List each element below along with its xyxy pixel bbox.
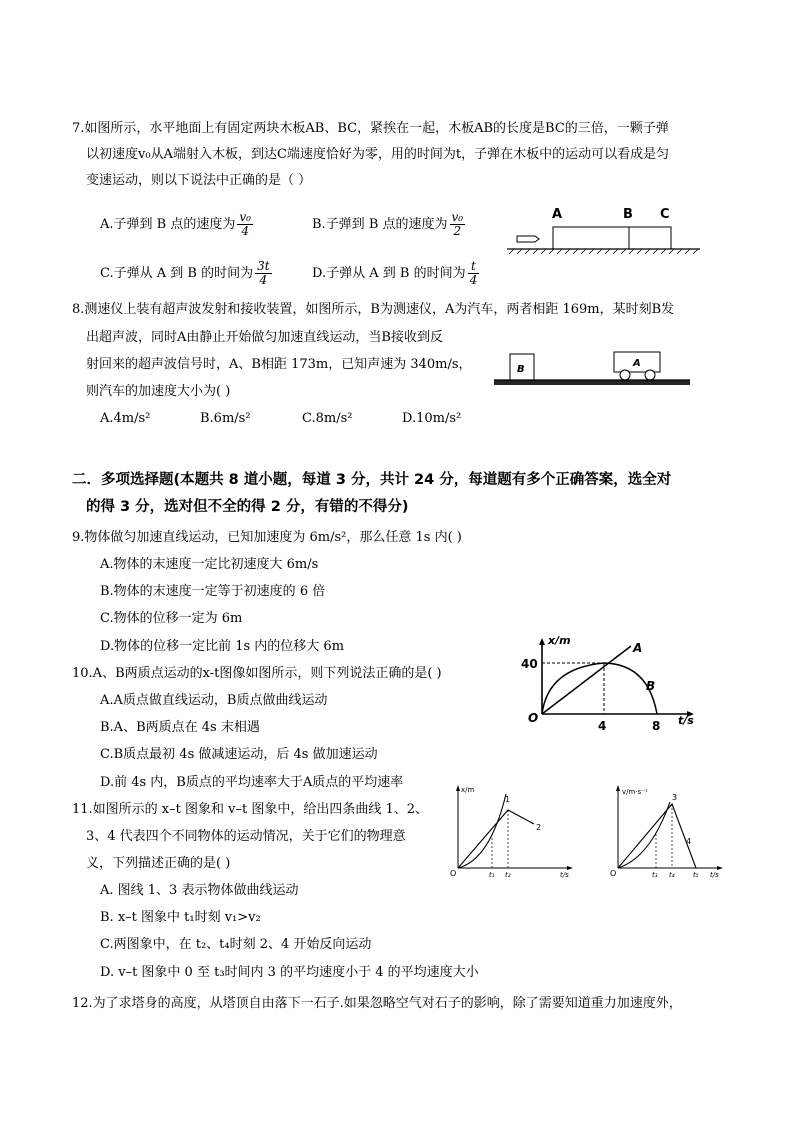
q7-boards-figure [505,200,705,260]
q8-stem-line3: 射回来的超声波信号时，A、B相距 173m，已知声速为 340m/s， [86,357,472,372]
car-wheel-right [645,370,655,380]
q7-stem-line1: 7.如图所示，水平地面上有固定两块木板AB、BC，紧挨在一起，木板AB的长度是BC的三倍，一颗子弹 [72,121,669,136]
q10-xt-graph [518,632,700,733]
q8-option-d: D.10m/s² [402,411,462,426]
q10-origin: O [528,711,539,725]
q10-x4: 4 [598,719,607,733]
q8-option-c: C.8m/s² [302,411,353,426]
q10-option-b: B.A、B两质点在 4s 末相遇 [100,720,260,735]
q7-option-a: A.子弹到 B 点的速度为 $\frac{\text{v₀}}{4}$ [100,210,251,238]
q11-option-d: D. v–t 图象中 0 至 t₃时间内 3 的平均速度小于 4 的平均速度大小 [100,965,479,980]
q11-fig2-t4: t₄ [669,871,675,879]
ground-hatching [509,249,698,254]
q11-fig2-origin: O [610,869,617,878]
q11-fig2-xlabel: t/s [710,871,719,879]
q11-fig1-t2: t₂ [505,871,511,879]
q8-figure [494,344,694,390]
curve-1 [458,794,506,868]
q11-option-a: A. 图线 1、3 表示物体做曲线运动 [100,883,299,898]
y-axis-arrow [539,638,545,645]
q10-option-a: A.A质点做直线运动，B质点做曲线运动 [100,693,328,708]
q11-vt-graph [610,780,730,878]
q8-label-b: B [517,364,525,375]
q11-curve2-label: 2 [536,823,542,832]
q7-label-a: A [552,207,563,222]
q10-xlabel: t/s [678,714,694,727]
q11-fig2-t5: t₅ [693,871,699,879]
q8-stem-line1: 8.测速仪上装有超声波发射和接收装置，如图所示，B为测速仪，A为汽车，两者相距 169m，某时刻B发 [72,302,675,317]
section2-heading-line1: 二．多项选择题(本题共 8 道小题，每道 3 分，共计 24 分，每道题有多个正确答案，选全对 [72,472,672,488]
q11-curve1-label: 1 [505,795,511,804]
q10-curve-a-label: A [633,641,643,655]
ground-strip [494,380,690,385]
q11-fig2-t3: t₃ [652,871,658,879]
q7-label-c: C [660,207,670,222]
q11-fig1-xlabel: t/s [560,871,569,879]
q10-y40: 40 [521,657,538,671]
q11-stem-line3: 义，下列描述正确的是( ) [86,856,231,871]
q11-curve3-label: 3 [672,793,678,802]
q7-label-b: B [623,207,633,222]
q7-option-b: B.子弹到 B 点的速度为 $\frac{\text{v₀}}{2}$ [312,210,464,238]
q8-option-a: A.4m/s² [100,411,151,426]
q9-option-d: D.物体的位移一定比前 1s 内的位移大 6m [100,639,345,654]
board-ab [553,227,629,249]
q12-stem-line1: 12.为了求塔身的高度，从塔顶自由落下一石子.如果忽略空气对石子的影响，除了需要知道重力加速度外， [72,996,682,1011]
q11-stem-line1: 11.如图所示的 x–t 图象和 v–t 图象中，给出四条曲线 1、2、 [72,802,429,817]
q8-label-a: A [633,358,641,369]
section2-heading-line2: 的得 3 分，选对但不全的得 2 分，有错的不得分) [86,499,409,515]
q9-option-c: C.物体的位移一定为 6m [100,611,243,626]
q7-option-c: C.子弹从 A 到 B 的时间为 $\frac{3t}{4}$ [100,259,270,287]
q11-option-b: B. x–t 图象中 t₁时刻 v₁>v₂ [100,910,261,925]
q11-option-c: C.两图象中，在 t₂、t₄时刻 2、4 开始反向运动 [100,937,372,952]
q9-option-a: A.物体的末速度一定比初速度大 6m/s [100,557,319,572]
curve-2 [458,810,534,868]
q10-curve-b-label: B [646,679,656,693]
line-a [542,646,631,714]
q7-stem-line2: 以初速度v₀从A端射入木板，到达C端速度恰好为零，用的时间为t，子弹在木板中的运动可以看成是匀 [86,147,670,162]
q7-option-d: D.子弹从 A 到 B 的时间为 $\frac{t}{4}$ [312,259,478,287]
car-wheel-left [620,370,630,380]
q8-stem-line2: 出超声波，同时A由静止开始做匀加速直线运动，当B接收到反 [86,330,443,345]
q11-fig1-ylabel: x/m [461,786,475,794]
q8-stem-line4: 则汽车的加速度大小为( ) [86,384,231,399]
q9-stem: 9.物体做匀加速直线运动，已知加速度为 6m/s²，那么任意 1s 内( ) [72,530,462,545]
q10-ylabel: x/m [548,634,571,647]
curve-4 [618,804,696,868]
q11-stem-line2: 3、4 代表四个不同物体的运动情况，关于它们的物理意 [86,829,406,844]
q11-fig2-ylabel: v/m·s⁻¹ [622,788,648,796]
q10-option-d: D.前 4s 内，B质点的平均速率大于A质点的平均速率 [100,775,404,790]
q7-stem-line3: 变速运动，则以下说法中正确的是（ ） [86,173,312,188]
q11-xt-graph [450,780,580,878]
q11-fig1-t1: t₁ [489,871,495,879]
q8-option-b: B.6m/s² [200,411,251,426]
q10-stem: 10.A、B两质点运动的x-t图像如图所示，则下列说法正确的是( ) [72,666,442,681]
q10-option-c: C.B质点最初 4s 做减速运动，后 4s 做加速运动 [100,747,378,762]
q10-x8: 8 [652,719,661,733]
q11-fig1-origin: O [450,869,457,878]
q9-option-b: B.物体的末速度一定等于初速度的 6 倍 [100,584,326,599]
board-bc [629,227,671,249]
bullet-icon [517,236,539,242]
q11-curve4-label: 4 [686,837,692,846]
